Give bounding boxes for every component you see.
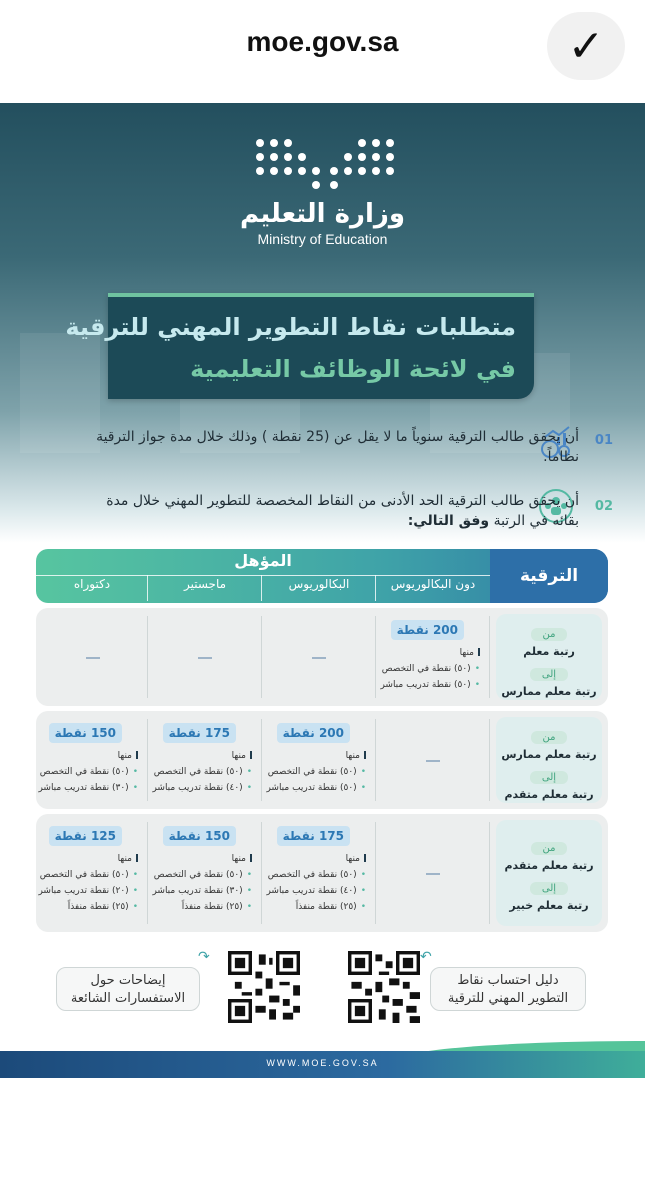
empty-cell-dash bbox=[426, 873, 440, 875]
points-item: • (٣٠) نقطة تدريب مباشر bbox=[152, 886, 252, 896]
rank-to-label: إلى bbox=[530, 882, 568, 895]
ministry-name-english: Ministry of Education bbox=[257, 231, 388, 247]
points-item: • (٢٥) نقطة منفذاً bbox=[296, 902, 366, 912]
points-item: • (٢٠) نقطة تدريب مباشر bbox=[38, 886, 138, 896]
browser-top-bar bbox=[0, 0, 645, 92]
poster-title-line2: في لائحة الوظائف التعليمية bbox=[190, 355, 516, 383]
requirement-number: 02 bbox=[594, 499, 613, 514]
rank-to-name: رتبة معلم متقدم bbox=[504, 788, 594, 801]
points-item: • (٥٠) نقطة تدريب مباشر bbox=[380, 680, 480, 690]
points-item: • (٢٥) نقطة منفذاً bbox=[182, 902, 252, 912]
column-header-bachelor: البكالوريوس bbox=[288, 577, 350, 591]
rank-to-label: إلى bbox=[530, 668, 568, 681]
points-item: • (٥٠) نقطة في التخصص bbox=[382, 664, 480, 674]
includes-label: منها bbox=[460, 648, 480, 658]
rank-cell bbox=[496, 614, 602, 700]
empty-cell-dash bbox=[426, 760, 440, 762]
points-item: • (٥٠) نقطة في التخصص bbox=[40, 767, 138, 777]
includes-label: منها bbox=[118, 854, 138, 864]
header-divider bbox=[36, 575, 490, 576]
requirement-text bbox=[89, 491, 579, 531]
ministry-logo-icon bbox=[250, 135, 400, 191]
points-badge: 200 نقطة bbox=[391, 620, 464, 640]
qr-code-icon[interactable] bbox=[228, 951, 300, 1023]
table-row bbox=[36, 814, 608, 932]
points-badge: 175 نقطة bbox=[277, 826, 350, 846]
poster-title-line1: متطلبات نقاط التطوير المهني للترقية bbox=[65, 313, 516, 341]
qualification-header: المؤهل bbox=[234, 551, 292, 570]
column-divider bbox=[375, 616, 376, 698]
promotion-poster bbox=[0, 103, 645, 1078]
column-header-doctorate: دكتوراه bbox=[73, 577, 111, 591]
points-item: • (٤٠) نقطة تدريب مباشر bbox=[266, 886, 366, 896]
guide-caption bbox=[430, 967, 586, 1011]
points-item: • (٣٠) نقطة تدريب مباشر bbox=[38, 783, 138, 793]
empty-cell-dash bbox=[312, 657, 326, 659]
guide-caption-line2: التطوير المهني للترقية bbox=[447, 991, 569, 1006]
requirement-number: 01 bbox=[594, 433, 613, 448]
rank-from-name: رتبة معلم bbox=[523, 645, 575, 658]
points-badge: 125 نقطة bbox=[49, 826, 122, 846]
table-row bbox=[36, 711, 608, 809]
faq-caption-line2: الاستفسارات الشائعة bbox=[70, 991, 186, 1006]
faq-caption bbox=[56, 967, 200, 1011]
requirement-cell bbox=[36, 711, 148, 809]
points-badge: 150 نقطة bbox=[163, 826, 236, 846]
points-item: • (٤٠) نقطة تدريب مباشر bbox=[152, 783, 252, 793]
requirement-cell bbox=[264, 814, 376, 932]
points-item: • (٥٠) نقطة في التخصص bbox=[268, 870, 366, 880]
column-divider bbox=[489, 719, 490, 801]
includes-label: منها bbox=[346, 751, 366, 761]
empty-cell-dash bbox=[198, 657, 212, 659]
rank-to-label: إلى bbox=[530, 771, 568, 784]
rank-to-name: رتبة معلم خبير bbox=[509, 899, 589, 912]
includes-label: منها bbox=[346, 854, 366, 864]
points-badge: 150 نقطة bbox=[49, 723, 122, 743]
rank-from-label: من bbox=[531, 842, 568, 855]
promotion-header: الترقية bbox=[490, 549, 608, 603]
points-item: • (٥٠) نقطة في التخصص bbox=[40, 870, 138, 880]
arrow-icon: ↷ bbox=[198, 949, 210, 965]
arrow-icon: ↶ bbox=[420, 949, 432, 965]
poster-title-box bbox=[65, 293, 534, 399]
includes-label: منها bbox=[232, 854, 252, 864]
points-item: • (٥٠) نقطة تدريب مباشر bbox=[266, 783, 366, 793]
requirement-text: أن يحقق طالب الترقية سنوياً ما لا يقل عن (25 نقطة ) وذلك خلال مدة جواز الترقية نظاماً. bbox=[96, 429, 579, 465]
requirement-cell bbox=[150, 814, 262, 932]
requirement-cell bbox=[150, 711, 262, 809]
background-building bbox=[20, 333, 100, 453]
rank-from-label: من bbox=[531, 731, 568, 744]
column-header-below-bachelor: دون البكالوريوس bbox=[390, 577, 476, 591]
rank-to-name: رتبة معلم ممارس bbox=[501, 685, 597, 698]
checkmark-icon: ✓ bbox=[567, 20, 605, 72]
points-badge: 200 نقطة bbox=[277, 723, 350, 743]
rank-cell bbox=[496, 820, 602, 926]
includes-label: منها bbox=[118, 751, 138, 761]
requirement-text-emphasis: وفق التالي: bbox=[407, 513, 490, 529]
faq-caption-line1: إيضاحات حول bbox=[90, 973, 166, 988]
points-item: • (٥٠) نقطة في التخصص bbox=[268, 767, 366, 777]
empty-cell-dash bbox=[86, 657, 100, 659]
table-header bbox=[36, 549, 608, 603]
points-item: • (٥٠) نقطة في التخصص bbox=[154, 870, 252, 880]
includes-label: منها bbox=[232, 751, 252, 761]
rank-from-name: رتبة معلم ممارس bbox=[501, 748, 597, 761]
points-badge: 175 نقطة bbox=[163, 723, 236, 743]
rank-from-label: من bbox=[531, 628, 568, 641]
qr-code-icon[interactable] bbox=[348, 951, 420, 1023]
column-divider bbox=[147, 616, 148, 698]
table-row bbox=[36, 608, 608, 706]
requirement-cell bbox=[36, 814, 148, 932]
points-item: • (٥٠) نقطة في التخصص bbox=[154, 767, 252, 777]
address-url[interactable]: moe.gov.sa bbox=[246, 26, 399, 57]
guide-caption-line1: دليل احتساب نقاط bbox=[457, 973, 559, 988]
column-divider bbox=[261, 616, 262, 698]
requirement-cell bbox=[378, 608, 490, 706]
requirement-cell bbox=[264, 711, 376, 809]
requirement-text-main: أن يحقق طالب الترقية الحد الأدنى من النقاط المخصصة للتطوير المهني خلال مدة بقائه في الرتبة bbox=[106, 493, 579, 529]
ministry-name-arabic: وزارة التعليم bbox=[240, 199, 405, 229]
rank-cell bbox=[496, 717, 602, 803]
footer-url: WWW.MOE.GOV.SA bbox=[266, 1058, 379, 1068]
column-header-master: ماجستير bbox=[183, 577, 227, 591]
rank-from-name: رتبة معلم متقدم bbox=[504, 859, 594, 872]
column-divider bbox=[489, 822, 490, 924]
done-button[interactable] bbox=[547, 12, 625, 80]
points-item: • (٢٥) نقطة منفذاً bbox=[68, 902, 138, 912]
